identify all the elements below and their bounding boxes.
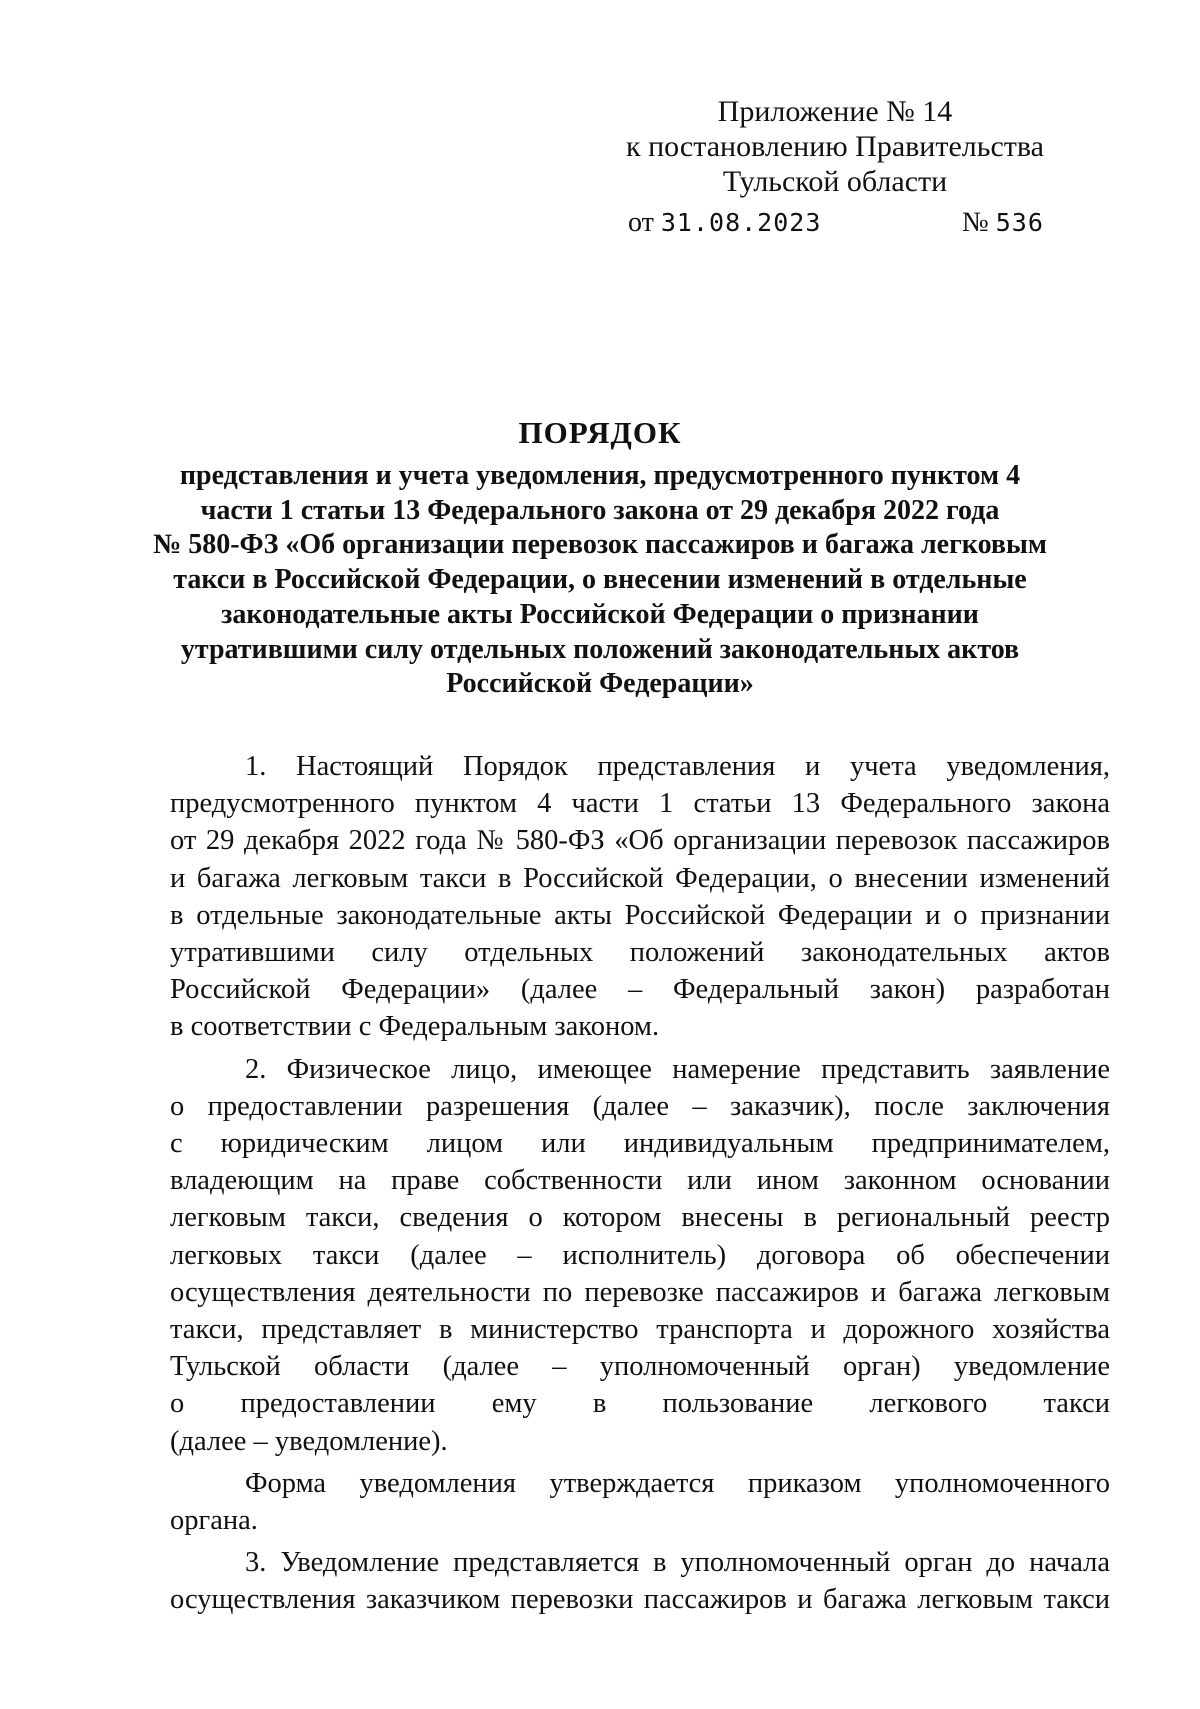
body-line: легковых такси (далее – исполнитель) договора об обеспечении: [170, 1239, 1110, 1271]
number-value: 536: [995, 208, 1044, 237]
body-line: осуществления деятельности по перевозке пассажиров и багажа легковым: [170, 1276, 1110, 1308]
appendix-header: [600, 94, 1070, 199]
paragraph-1: [170, 748, 1110, 1046]
subtitle-line: Российской Федерации»: [446, 668, 754, 700]
body-line: 3. Уведомление представляется в уполномоченный орган до начала: [245, 1547, 1110, 1579]
body-line: утратившими силу отдельных положений законодательных актов: [170, 937, 1110, 969]
body-line: и багажа легковым такси в Российской Федерации, о внесении изменений: [170, 862, 1110, 894]
paragraph-form: [170, 1465, 1110, 1539]
body-line: в отдельные законодательные акты Российской Федерации и о признании: [170, 899, 1110, 931]
body-line: от 29 декабря 2022 года № 580-ФЗ «Об организации перевозок пассажиров: [170, 825, 1110, 857]
paragraph-2: [170, 1051, 1110, 1460]
body-line: органа.: [170, 1505, 258, 1537]
subtitle-line: утратившими силу отдельных положений законодательных актов: [180, 633, 1020, 665]
date-value: 31.08.2023: [660, 208, 822, 237]
body-line: 2. Физическое лицо, имеющее намерение представить заявление: [245, 1053, 1110, 1085]
body-line: такси, представляет в министерство транспорта и дорожного хозяйства: [170, 1314, 1110, 1346]
body-line: владеющим на праве собственности или ином законном основании: [170, 1165, 1110, 1197]
appendix-line: Тульской области: [722, 165, 948, 198]
subtitle-line: представления и учета уведомления, предусмотренного пунктом 4: [179, 460, 1021, 491]
approval-number: [962, 206, 1044, 240]
body-line: Форма уведомления утверждается приказом уполномоченного: [245, 1467, 1110, 1499]
body-line: легковым такси, сведения о котором внесены в региональный реестр: [170, 1202, 1110, 1234]
body-line: в соответствии с Федеральным законом.: [170, 1011, 660, 1043]
document-body: [170, 748, 1110, 1624]
subtitle-line: такси в Российской Федерации, о внесении изменений в отдельные: [173, 564, 1027, 596]
body-line: 1. Настоящий Порядок представления и учета уведомления,: [245, 751, 1110, 782]
body-line: о предоставлении ему в пользование легкового такси: [170, 1388, 1110, 1420]
body-line: Российской Федерации» (далее – Федеральный закон) разработан: [170, 974, 1110, 1006]
body-line: с юридическим лицом или индивидуальным предпринимателем,: [170, 1128, 1110, 1160]
subtitle-line: № 580-ФЗ «Об организации перевозок пассажиров и багажа легковым: [153, 529, 1047, 561]
body-line: о предоставлении разрешения (далее – заказчик), после заключения: [170, 1090, 1110, 1122]
body-line: предусмотренного пунктом 4 части 1 статьи 13 Федерального закона: [170, 788, 1110, 820]
approval-date: [628, 206, 821, 240]
document-heading: ПОРЯДОК: [518, 415, 682, 450]
body-line: Тульской области (далее – уполномоченный орган) уведомление: [170, 1351, 1110, 1383]
date-prefix: от: [628, 207, 654, 238]
subtitle-line: части 1 статьи 13 Федерального закона от 29 декабря 2022 года: [200, 494, 1000, 526]
appendix-line: к постановлению Правительства: [626, 130, 1044, 163]
subtitle-line: законодательные акты Российской Федерации о признании: [221, 598, 979, 630]
body-line: (далее – уведомление).: [170, 1425, 448, 1457]
paragraph-3: [170, 1544, 1110, 1618]
document-title-block: [140, 413, 1060, 702]
body-line: осуществления заказчиком перевозки пассажиров и багажа легковым такси: [170, 1584, 1110, 1616]
number-prefix: №: [962, 207, 989, 238]
appendix-line: Приложение № 14: [717, 95, 953, 128]
